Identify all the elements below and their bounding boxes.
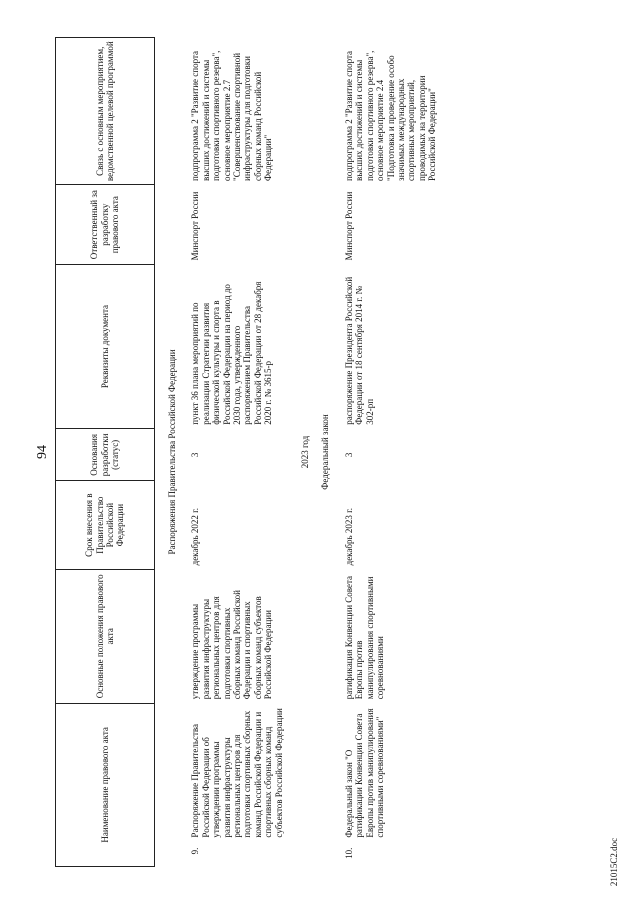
- header-link: Связь с основным мероприятием, ведомственной целевой программой: [56, 38, 155, 185]
- header-details: Реквизиты документа: [56, 264, 155, 428]
- section-row: [318, 38, 338, 867]
- act-details: пункт 36 плана мероприятий по реализации Стратегии развития физической культуры и спорта в Российской Федерации на период до 2030 года, утвержденного распоряжением Правительства Российской Федерации от 28 декабря 2020 г. № 3615-р: [190, 281, 274, 425]
- act-deadline: декабрь 2022 г.: [190, 507, 201, 566]
- act-name: Федеральный закон "О ратификации Конвенции Совета Европы против манипулирования спортивными соревнованиями": [343, 708, 386, 838]
- document-id: 21015С2.doc: [609, 837, 619, 887]
- rotated-table-page: [55, 37, 585, 867]
- act-link: подпрограмма 2 "Развитие спорта высших достижений и системы подготовки спортивного резерва", основное мероприятие 2.7 "Совершенствование спортивной инфраструктуры для подготовки сборных команд Российской Федерации": [190, 50, 274, 181]
- section-row: [155, 38, 186, 867]
- act-name: Распоряжение Правительства Российской Федерации об утверждении программы развития инфраструктуры региональных центров для подготовки спортивных сборных команд Российской Федерации и спортивных сборных команд субъектов Российской Федерации: [190, 708, 284, 838]
- act-details: распоряжение Президента Российской Федерации от 18 сентября 2014 г. № 302-рп: [343, 276, 375, 425]
- header-responsible: Ответственный за разработку правового акта: [56, 185, 155, 264]
- legal-acts-table: [55, 37, 442, 867]
- section-federal-law: Федеральный закон: [320, 414, 331, 490]
- header-row: [56, 38, 155, 867]
- section-government-orders: Распоряжения Правительства Российской Федерации: [167, 349, 177, 555]
- table-row: [339, 38, 442, 867]
- section-row: [288, 38, 318, 867]
- act-provisions: ратификация Конвенции Совета Европы против манипулирования спортивными соревнованиями: [343, 575, 386, 700]
- section-year: 2023 год: [300, 435, 311, 469]
- act-deadline: декабрь 2023 г.: [343, 507, 354, 566]
- act-link: подпрограмма 2 "Развитие спорта высших достижений и системы подготовки спортивного резерва", основное мероприятие 2.4 "Подготовка и проведение особо значимых международных спортивных мероприятий, проводимых на территории Российской Федерации": [343, 50, 438, 181]
- act-responsible: Минспорт России: [343, 191, 354, 261]
- header-provisions: Основные положения правового акта: [56, 569, 155, 703]
- header-deadline: Срок внесения в Правительство Российской Федерации: [56, 481, 155, 569]
- header-basis: Основания разработки (статус): [56, 429, 155, 481]
- act-provisions: утверждение программы развития инфраструктуры региональных центров для подготовки спортивных сборных команд Российской Федерации и спортивных сборных команд субъектов Российской Федерации: [190, 590, 274, 700]
- row-number: 10.: [343, 847, 354, 859]
- row-number: 9.: [190, 847, 201, 855]
- page-number: 94: [35, 445, 50, 459]
- table-row: [185, 38, 288, 867]
- act-basis: 3: [343, 452, 354, 458]
- header-name: Наименование правового акта: [56, 703, 155, 866]
- act-basis: 3: [190, 452, 201, 458]
- act-responsible: Минспорт России: [190, 191, 201, 261]
